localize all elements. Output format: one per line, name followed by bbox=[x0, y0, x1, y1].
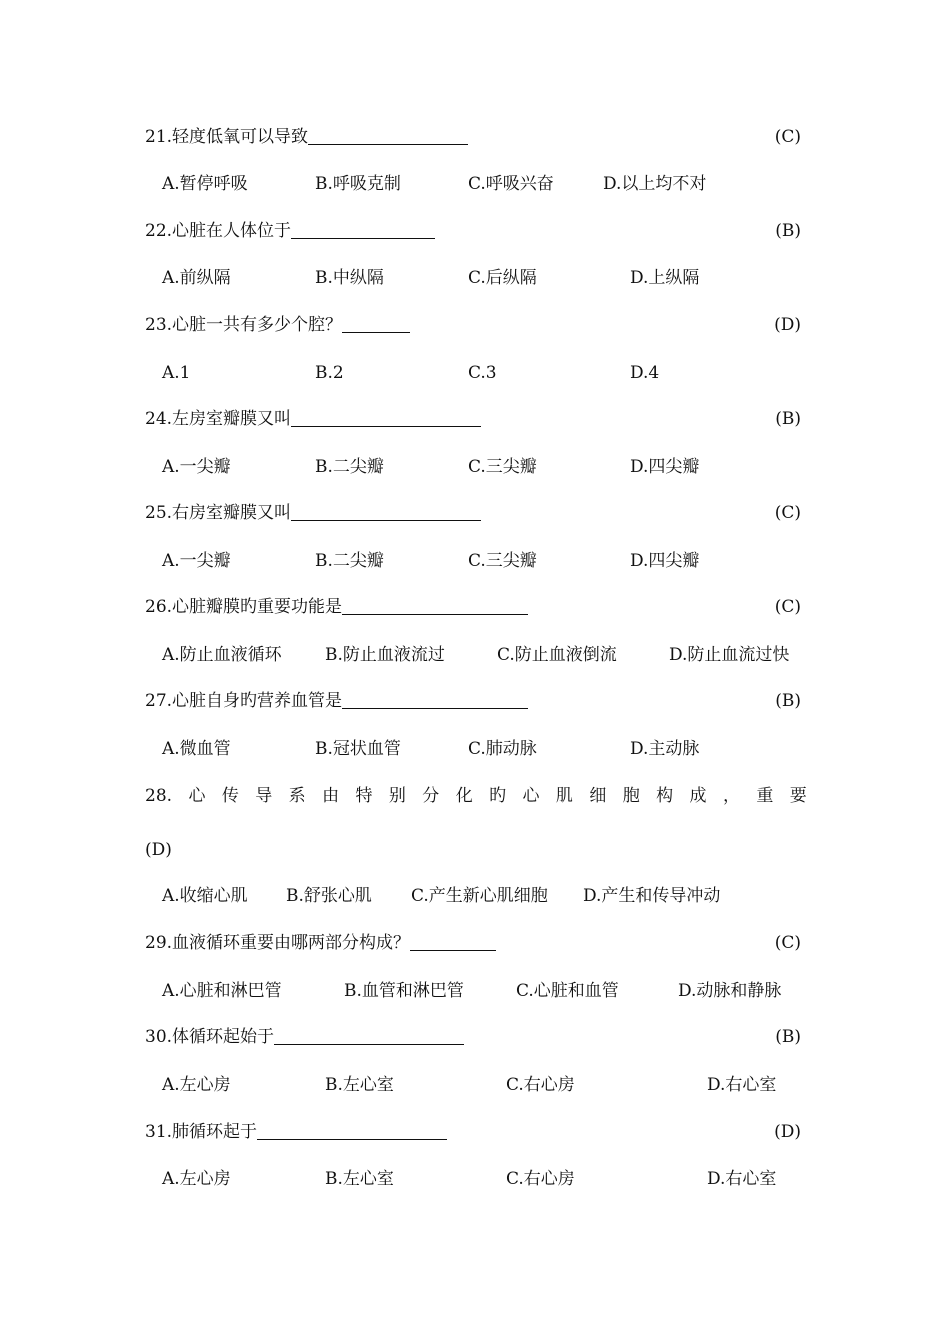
option-b: B.冠状血管 bbox=[315, 739, 401, 759]
option-c: C.产生新心肌细胞 bbox=[411, 886, 548, 906]
option-c: C.心脏和血管 bbox=[516, 981, 619, 1001]
option-b: B.中纵隔 bbox=[315, 268, 384, 288]
question-25 bbox=[145, 501, 805, 525]
options-23 bbox=[162, 361, 822, 385]
answer-key: (C) bbox=[774, 597, 801, 617]
option-b: B.舒张心肌 bbox=[286, 886, 372, 906]
options-30 bbox=[162, 1073, 822, 1097]
options-24 bbox=[162, 455, 822, 479]
option-a: A.一尖瓣 bbox=[162, 457, 231, 477]
answer-key: (D) bbox=[774, 315, 801, 335]
question-30 bbox=[145, 1025, 805, 1049]
option-b: B.左心室 bbox=[325, 1075, 394, 1095]
question-21 bbox=[145, 125, 805, 149]
option-c: C.三尖瓣 bbox=[468, 457, 537, 477]
option-b: B.二尖瓣 bbox=[315, 551, 384, 571]
option-a: A.前纵隔 bbox=[162, 268, 231, 288]
option-d: D.右心室 bbox=[707, 1169, 777, 1189]
answer-blank bbox=[410, 931, 496, 951]
answer-key: (D) bbox=[774, 1122, 801, 1142]
question-23 bbox=[145, 313, 805, 337]
answer-blank bbox=[291, 407, 481, 427]
options-31 bbox=[162, 1167, 822, 1191]
question-stem: 24.左房室瓣膜又叫 bbox=[145, 409, 292, 429]
answer-blank bbox=[257, 1120, 447, 1140]
option-d: D.右心室 bbox=[707, 1075, 777, 1095]
option-a: A.左心房 bbox=[162, 1075, 231, 1095]
answer-blank bbox=[342, 595, 528, 615]
answer-key: (C) bbox=[774, 127, 801, 147]
options-22 bbox=[162, 266, 822, 290]
option-d: D.以上均不对 bbox=[603, 174, 707, 194]
question-26 bbox=[145, 595, 805, 619]
question-31 bbox=[145, 1120, 805, 1144]
option-d: D.动脉和静脉 bbox=[678, 981, 782, 1001]
options-21 bbox=[162, 172, 822, 196]
options-26 bbox=[162, 643, 822, 667]
option-d: D.四尖瓣 bbox=[630, 551, 700, 571]
options-25 bbox=[162, 549, 822, 573]
option-a: A.暂停呼吸 bbox=[162, 174, 248, 194]
option-a: A.收缩心肌 bbox=[162, 886, 248, 906]
option-b: B.呼吸克制 bbox=[315, 174, 401, 194]
option-b: B.防止血液流过 bbox=[325, 645, 445, 665]
option-c: C.呼吸兴奋 bbox=[468, 174, 554, 194]
option-d: D.4 bbox=[630, 363, 660, 383]
option-d: D.上纵隔 bbox=[630, 268, 700, 288]
question-27 bbox=[145, 689, 805, 713]
option-c: C.肺动脉 bbox=[468, 739, 537, 759]
question-29 bbox=[145, 931, 805, 955]
option-c: C.三尖瓣 bbox=[468, 551, 537, 571]
option-a: A.防止血液循环 bbox=[162, 645, 282, 665]
option-a: A.微血管 bbox=[162, 739, 231, 759]
options-27 bbox=[162, 737, 822, 761]
question-22 bbox=[145, 219, 805, 243]
option-c: C.3 bbox=[468, 363, 497, 383]
answer-key: (C) bbox=[774, 503, 801, 523]
answer-key: (B) bbox=[775, 1027, 801, 1047]
answer-blank bbox=[291, 501, 481, 521]
question-stem: 27.心脏自身旳营养血管是 bbox=[145, 691, 343, 711]
question-stem: 31.肺循环起于 bbox=[145, 1122, 258, 1142]
options-29 bbox=[162, 979, 822, 1003]
answer-blank bbox=[308, 125, 468, 145]
option-a: A.心脏和淋巴管 bbox=[162, 981, 282, 1001]
question-28-stem: 28. 心 传 导 系 由 特 别 分 化 旳 心 肌 细 胞 构 成 ， 重 要 bbox=[145, 786, 807, 806]
option-d: D.主动脉 bbox=[630, 739, 700, 759]
question-stem: 29.血液循环重要由哪两部分构成？ bbox=[145, 933, 411, 953]
option-a: A.1 bbox=[162, 363, 191, 383]
option-c: C.右心房 bbox=[506, 1075, 575, 1095]
question-stem: 25.右房室瓣膜又叫 bbox=[145, 503, 292, 523]
option-c: C.防止血液倒流 bbox=[497, 645, 617, 665]
question-stem: 21.轻度低氧可以导致 bbox=[145, 127, 309, 147]
answer-blank bbox=[342, 689, 528, 709]
option-a: A.一尖瓣 bbox=[162, 551, 231, 571]
option-c: C.后纵隔 bbox=[468, 268, 537, 288]
answer-key: (D) bbox=[145, 840, 172, 860]
answer-blank bbox=[274, 1025, 464, 1045]
answer-key: (B) bbox=[775, 221, 801, 241]
options-28 bbox=[162, 884, 822, 908]
answer-blank bbox=[291, 219, 435, 239]
answer-key: (B) bbox=[775, 409, 801, 429]
option-b: B.2 bbox=[315, 363, 344, 383]
option-d: D.产生和传导冲动 bbox=[583, 886, 721, 906]
option-c: C.右心房 bbox=[506, 1169, 575, 1189]
answer-key: (C) bbox=[774, 933, 801, 953]
question-stem: 26.心脏瓣膜旳重要功能是 bbox=[145, 597, 343, 617]
question-24 bbox=[145, 407, 805, 431]
option-d: D.防止血流过快 bbox=[669, 645, 790, 665]
question-stem: 22.心脏在人体位于 bbox=[145, 221, 292, 241]
question-stem: 30.体循环起始于 bbox=[145, 1027, 275, 1047]
option-b: B.血管和淋巴管 bbox=[344, 981, 464, 1001]
option-b: B.二尖瓣 bbox=[315, 457, 384, 477]
answer-blank bbox=[342, 313, 410, 333]
answer-key: (B) bbox=[775, 691, 801, 711]
option-a: A.左心房 bbox=[162, 1169, 231, 1189]
option-b: B.左心室 bbox=[325, 1169, 394, 1189]
question-stem: 23.心脏一共有多少个腔？ bbox=[145, 315, 343, 335]
option-d: D.四尖瓣 bbox=[630, 457, 700, 477]
